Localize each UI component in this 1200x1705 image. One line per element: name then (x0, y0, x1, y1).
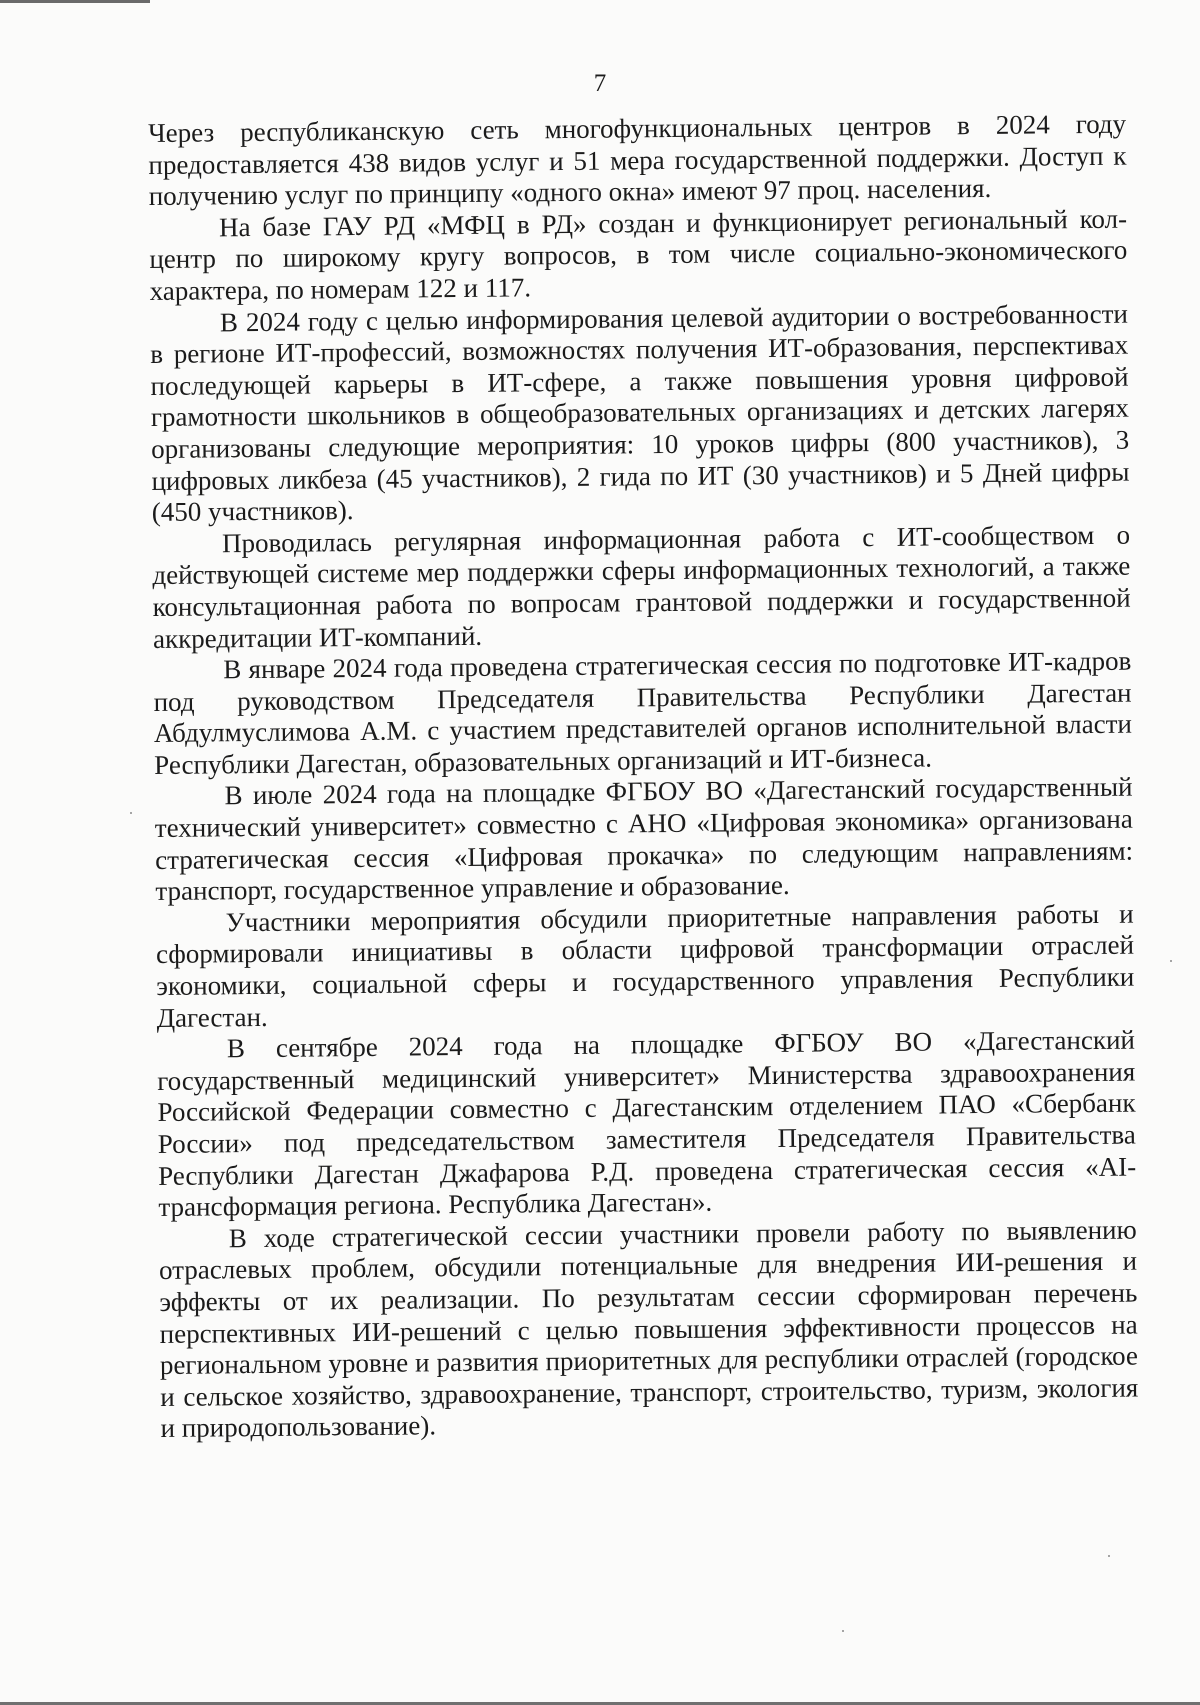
paragraph-mfc-services: Через республиканскую сеть многофункциональных центров в 2024 году предоставляется 438 видов услуг и 51 мера государственной поддержки. Доступ к получению услуг по принципу «одного окна» имеют 97 проц. населения. (148, 108, 1127, 212)
page-number: 7 (593, 70, 607, 97)
scan-speck (1170, 960, 1172, 962)
paragraph-participants: Участники мероприятия обсудили приоритетные направления работы и сформировали инициативы в области цифровой трансформации отраслей экономики, социальной сферы и государственного управления Республики Дагестан. (155, 898, 1135, 1033)
scan-speck (1108, 1555, 1110, 1557)
paragraph-call-center: На базе ГАУ РД «МФЦ в РД» создан и функционирует региональный кол-центр по широкому кругу вопросов, в том числе социально-экономического характера, по номерам 122 и 117. (149, 203, 1128, 306)
paragraph-it-community: Проводилась регулярная информационная работа с ИТ-сообществом о действующей системе мер поддержки сферы информационных технологий, а также консультационная работа по вопросам грантовой поддержки и государственной аккредитации ИТ-компаний. (152, 519, 1131, 654)
scan-speck (842, 1630, 844, 1632)
scan-speck (130, 812, 132, 814)
document-body (148, 109, 1139, 1445)
paragraph-ai-results: В ходе стратегической сессии участники провели работу по выявлению отраслевых проблем, обсудили потенциальные для внедрения ИИ-решения и эффекты от их реализации. По результатам сессии сформирован перечень перспективных ИИ-решений с целью повышения эффективности процессов на региональном уровне и развития приоритетных для республики отраслей (городское и сельское хозяйство, здравоохранение, транспорт, строительство, туризм, экология и природопользование). (158, 1214, 1139, 1444)
paragraph-it-events: В 2024 году с целью информирования целевой аудитории о востребованности в регионе ИТ-профессий, возможностях получения ИТ-образования, перспективах последующей карьеры в ИТ-сфере, а также повышения уровня цифровой грамотности школьников в общеобразовательных организациях и детских лагерях организованы следующие мероприятия: 10 уроков цифры (800 участников), 3 цифровых ликбеза (45 участников), 2 гида по ИТ (30 участников) и 5 Дней цифры (450 участников). (150, 298, 1130, 528)
paragraph-september-session: В сентябре 2024 года на площадке ФГБОУ ВО «Дагестанский государственный медицинский университет» Министерства здравоохранения Российской Федерации совместно с Дагестанским отделением ПАО «Сбербанк России» под председательством заместителя Председателя Правительства Республики Дагестан Джафарова Р.Д. проведена стратегическая сессия «AI-трансформация региона. Республика Дагестан». (157, 1024, 1137, 1223)
paragraph-january-session: В январе 2024 года проведена стратегическая сессия по подготовке ИТ-кадров под руководством Председателя Правительства Республики Дагестан Абдулмуслимова А.М. с участием представителей органов исполнительной власти Республики Дагестан, образовательных организаций и ИТ-бизнеса. (153, 645, 1133, 780)
scan-edge-top (0, 0, 150, 3)
paragraph-july-session: В июле 2024 года на площадке ФГБОУ ВО «Дагестанский государственный технический университет» совместно с АНО «Цифровая экономика» организована стратегическая сессия «Цифровая прокачка» по следующим направлениям: транспорт, государственное управление и образование. (154, 772, 1134, 907)
